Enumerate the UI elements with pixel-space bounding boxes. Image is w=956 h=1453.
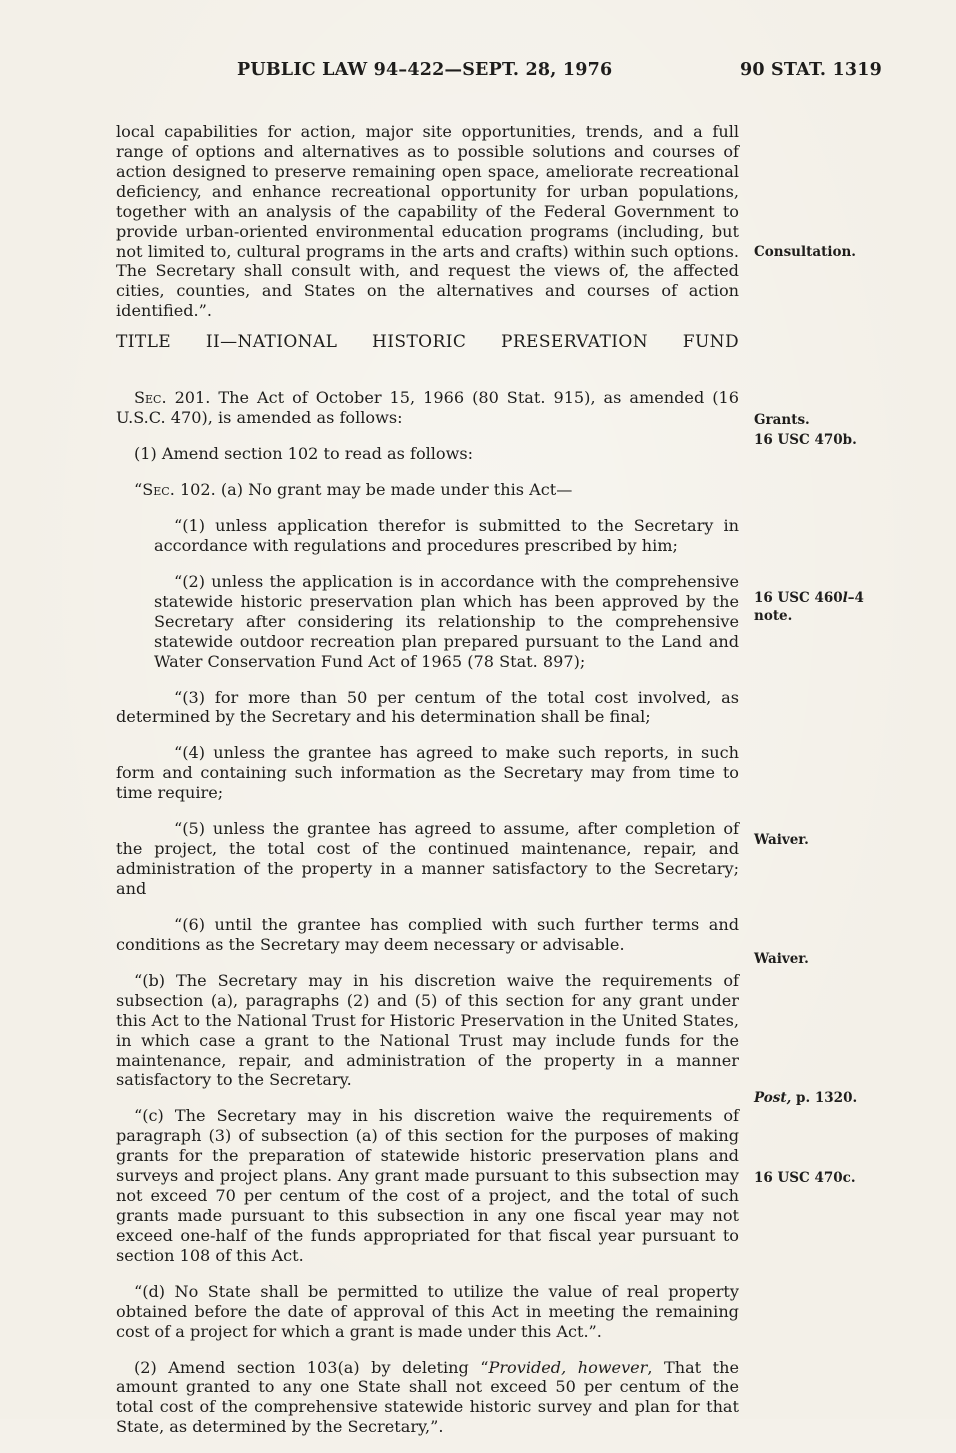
sec-102-text: 102. (a) No grant may be made under this Act— (174, 480, 573, 499)
paragraph-6: “(6) until the grantee has complied with such further terms and conditions as the Secretary may deem necessary or advisable. (116, 914, 739, 954)
usc-460-tail: –4 (847, 590, 864, 606)
item-2-end: , That the amount granted to any one State shall not exceed 50 per centum of the total cost of the comprehensive statewide historic survey and plan for that State, as determined by the Secretary,”. (116, 1357, 739, 1437)
page-number: 90 STAT. 1319 (740, 60, 883, 80)
running-head: PUBLIC LAW 94–422—SEPT. 28, 1976 (237, 60, 613, 80)
paragraph-5: “(5) unless the grantee has agreed to assume, after completion of the project, the total cost of the continued maintenance, repair, and administration of the property in a manner satisfactory to the Secretary; and (116, 819, 739, 898)
item-2-italic: Provided, however (488, 1357, 648, 1377)
section-201 (116, 372, 739, 1453)
margin-note-post (754, 1090, 857, 1107)
sec-201-label: Sec. (134, 388, 167, 408)
margin-note-usc-470c: 16 USC 470c. (754, 1170, 856, 1186)
sec-201-paragraph (116, 388, 739, 428)
usc-460-prefix: 16 USC 460 (754, 590, 843, 606)
margin-note-usc-470b: 16 USC 470b. (754, 432, 857, 448)
item-2 (116, 1358, 739, 1438)
item-1: (1) Amend section 102 to read as follows: (134, 444, 474, 463)
sec-201-text: 201. The Act of October 15, 1966 (80 Stat. 915), as amended (16 U.S.C. 470), is amended as follows: (116, 388, 739, 427)
sec-102-quote: “ (134, 480, 143, 499)
subsection-d: “(d) No State shall be permitted to utilize the value of real property obtained before the date of approval of this Act in meeting the remaining cost of a project for which a grant is made under this Act.”. (116, 1281, 739, 1341)
intro-text: local capabilities for action, major site opportunities, trends, and a full range of options and alternatives as to possible solutions and courses of action designed to preserve remaining open space, ameliorate recreational deficiency, and enhance recreational opportunity for urban populations, together with an analysis of the capability of the Federal Government to provide urban-oriented environmental education programs (including, but not limited to, cultural programs in the arts and crafts) within such options. The Secretary shall consult with, and request the views of, the affected cities, counties, and States on the alternatives and courses of action identified.”. (116, 122, 739, 321)
paragraph-3: “(3) for more than 50 per centum of the total cost involved, as determined by the Secretary and his determination shall be final; (116, 687, 739, 727)
margin-note-waiver-b: Waiver. (754, 832, 809, 848)
paragraph-1: “(1) unless application therefor is submitted to the Secretary in accordance with regulations and procedures prescribed by him; (154, 516, 739, 555)
margin-note-grants: Grants. (754, 412, 810, 428)
paragraph-4: “(4) unless the grantee has agreed to make such reports, in such form and containing such information as the Secretary may from time to time require; (116, 743, 739, 803)
post-rest: p. 1320. (791, 1090, 858, 1106)
margin-note-waiver-c: Waiver. (754, 951, 809, 967)
title-heading: TITLE II—NATIONAL HISTORIC PRESERVATION FUND (116, 332, 739, 352)
paragraph-2: “(2) unless the application is in accordance with the comprehensive statewide historic preservation plan which has been approved by the Secretary after considering its relationship to the comprehensive statewide outdoor recreation plan prepared pursuant to the Land and Water Conservation Fund Act of 1965 (78 Stat. 897); (154, 571, 739, 671)
margin-note-consultation: Consultation. (754, 244, 856, 260)
sec-102-heading (116, 480, 739, 500)
usc-460-ell: l (842, 590, 848, 606)
margin-note-usc-460l (754, 590, 864, 607)
subsection-c: “(c) The Secretary may in his discretion waive the requirements of paragraph (3) of subsection (a) of this section for the purposes of making grants for the preparation of statewide historic preservation plans and surveys and project plans. Any grant made pursuant to this subsection may not exceed 70 per centum of the cost of a project, and the total of such grants made pursuant to this subsection in any one fiscal year may not exceed one-half of the funds appropriated for that fiscal year pursuant to section 108 of this Act. (116, 1106, 739, 1265)
sec-102-label: Sec. (142, 480, 175, 499)
page-header (0, 60, 956, 86)
item-2-start: (2) Amend section 103(a) by deleting “ (134, 1357, 489, 1377)
post-italic: Post, (754, 1090, 792, 1106)
subsection-b: “(b) The Secretary may in his discretion waive the requirements of subsection (a), paragraphs (2) and (5) of this section for any grant under this Act to the National Trust for Historic Preservation in the United States, in which case a grant to the National Trust may include funds for the maintenance, repair, and administration of the property in a manner satisfactory to the Secretary. (116, 970, 739, 1090)
intro-paragraph (116, 106, 739, 337)
margin-note-note: note. (754, 608, 793, 624)
